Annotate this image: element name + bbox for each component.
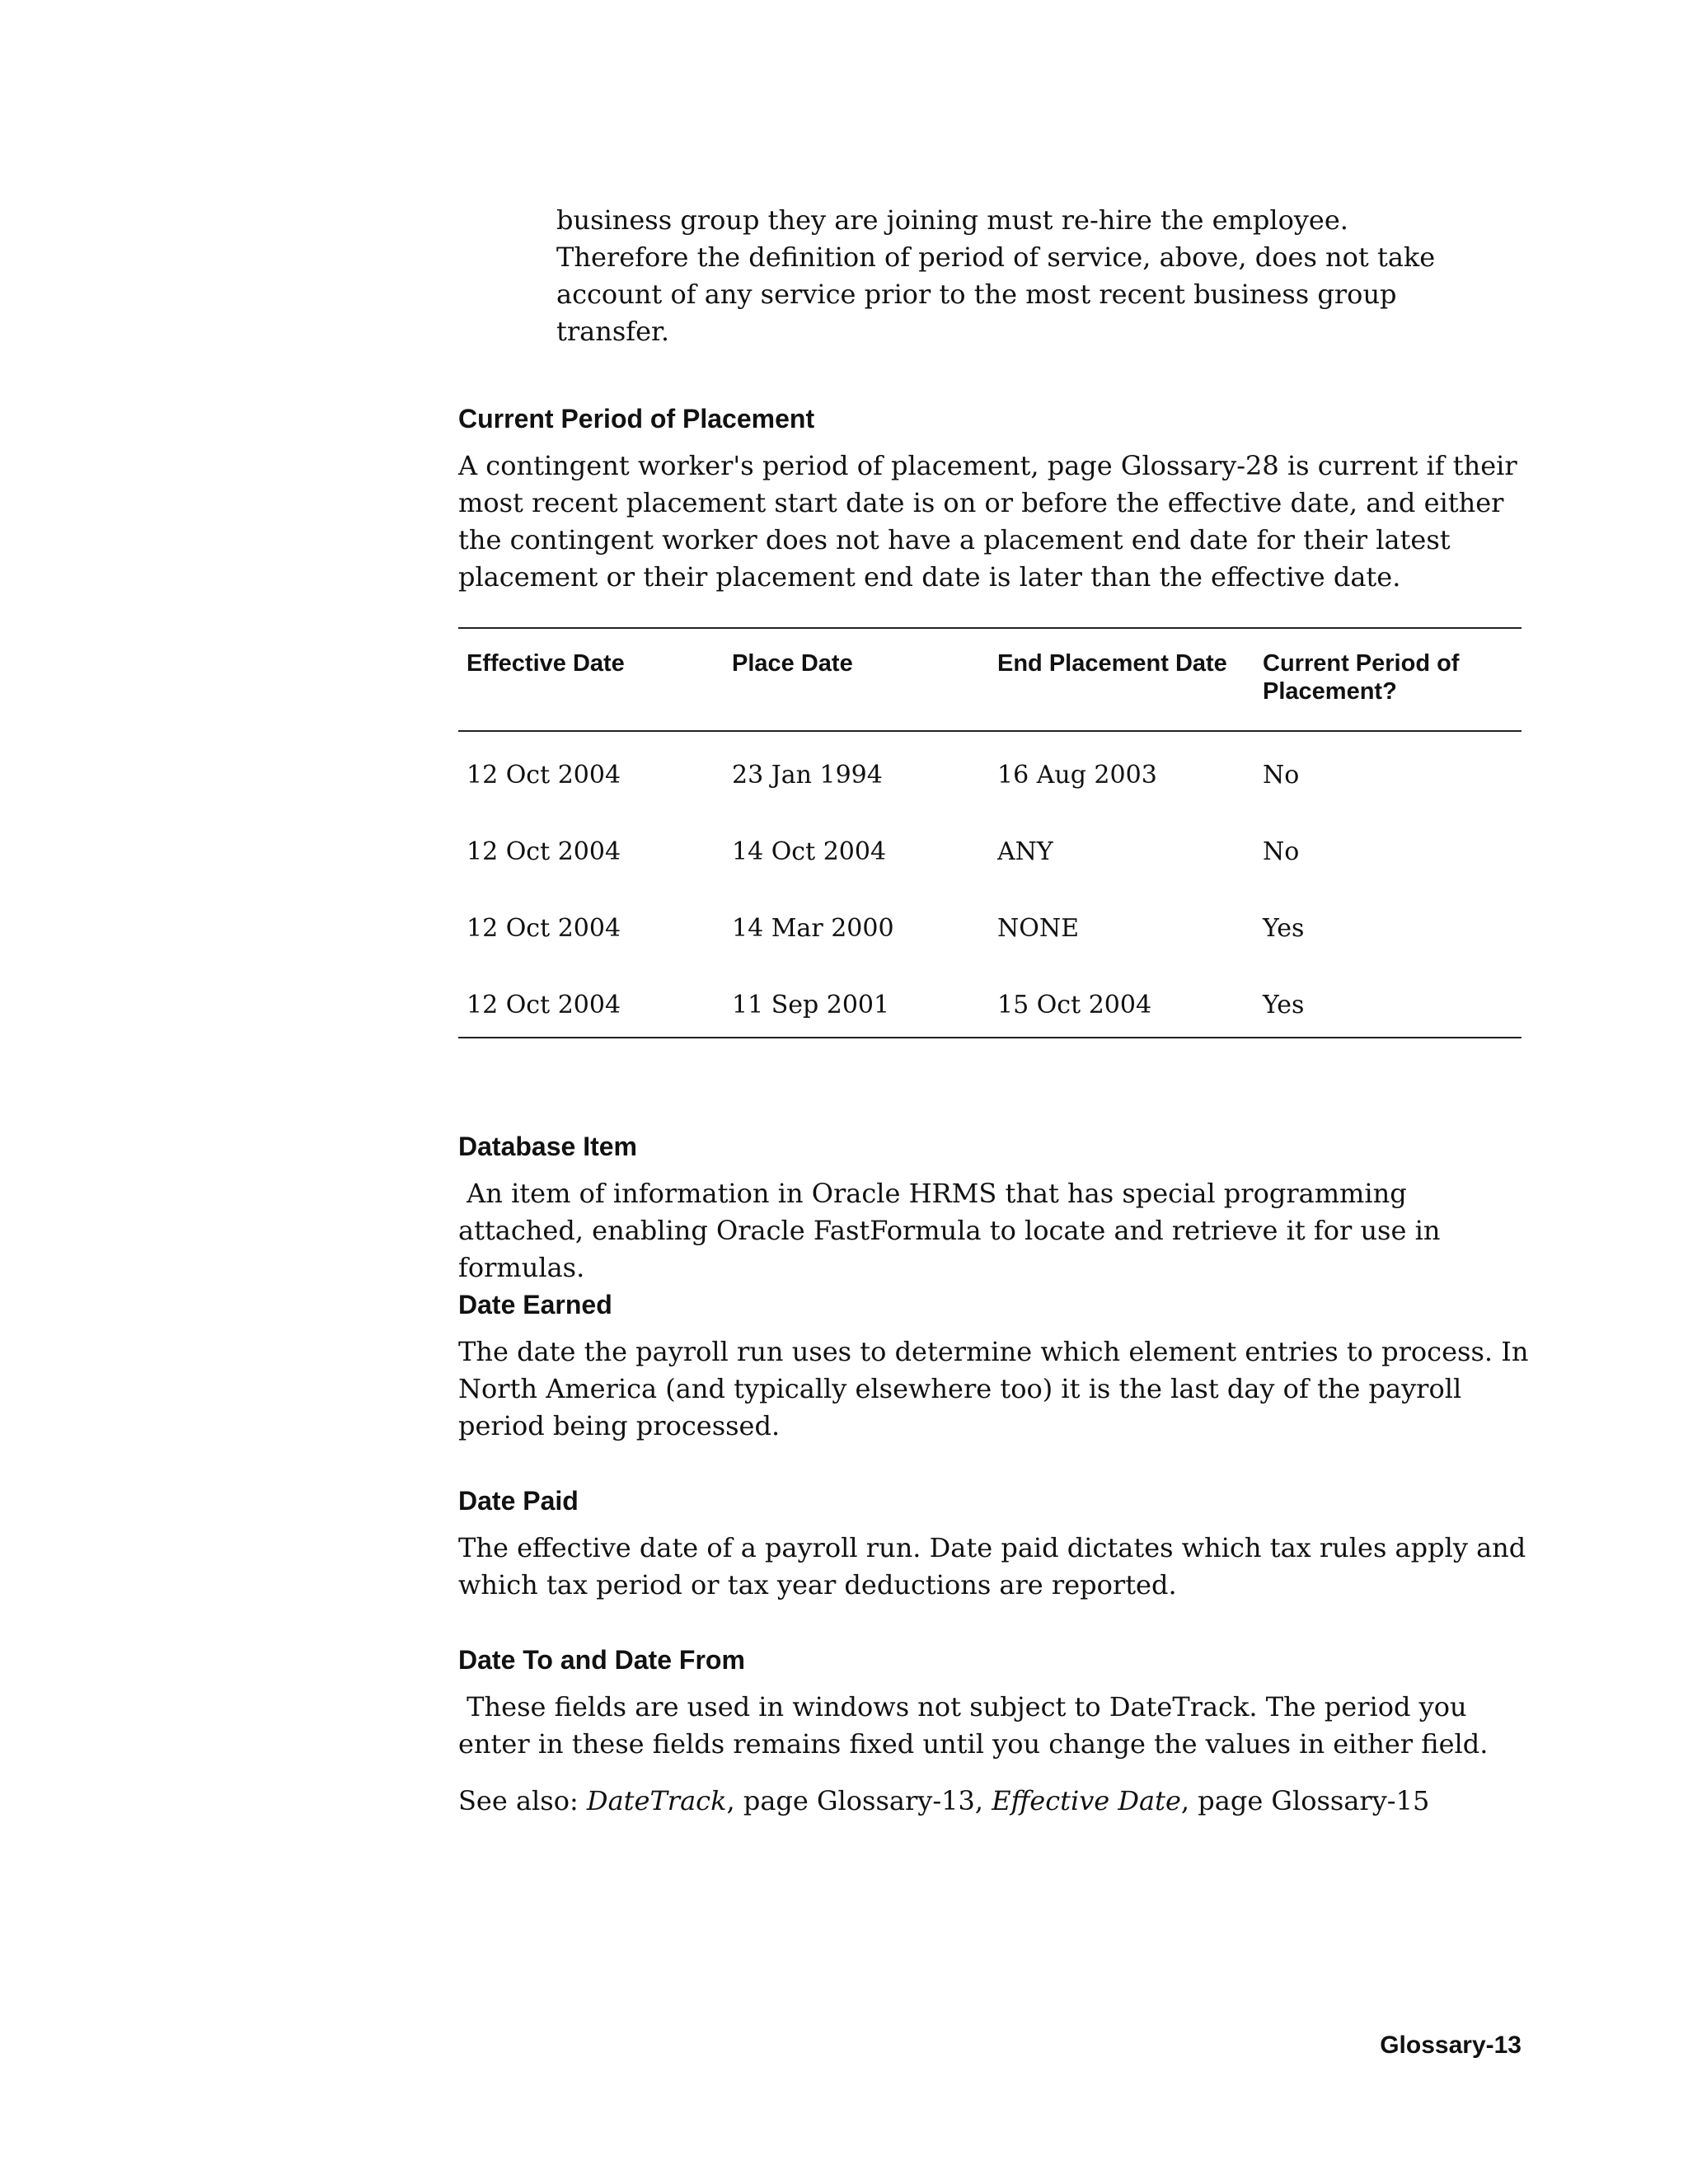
heading-database-item: Database Item <box>458 1132 637 1161</box>
table-cell: 12 Oct 2004 <box>467 837 621 866</box>
table-cell: 12 Oct 2004 <box>467 914 621 943</box>
table-top-rule <box>458 627 1522 629</box>
table-cell: ANY <box>997 837 1053 866</box>
effective-date-link[interactable]: Effective Date <box>992 1785 1181 1816</box>
heading-date-to-and-date-from: Date To and Date From <box>458 1645 745 1675</box>
date-to-from-body: These fields are used in windows not subject to DateTrack. The period you enter in these fields remains fixed until you change the values in either field. <box>458 1691 1489 1760</box>
table-cell: 12 Oct 2004 <box>467 991 621 1019</box>
table-cell: Yes <box>1263 991 1305 1019</box>
effective-date-page-ref: , page Glossary-15 <box>1180 1785 1430 1816</box>
table-header-effective-date: Effective Date <box>467 650 625 677</box>
table-header-end-placement-date: End Placement Date <box>997 650 1227 677</box>
table-cell: No <box>1263 761 1300 790</box>
datetrack-link[interactable]: DateTrack <box>586 1785 727 1816</box>
table-cell: 23 Jan 1994 <box>732 761 883 790</box>
intro-paragraph: business group they are joining must re-hire the employee. Therefore the definition of period of service, above, does not take account of any service prior to the most recent business group transfer. <box>556 204 1436 347</box>
table-cell: 14 Mar 2000 <box>732 914 894 943</box>
table-cell: 14 Oct 2004 <box>732 837 887 866</box>
table-cell: 11 Sep 2001 <box>732 991 890 1019</box>
see-also-line <box>458 1783 1530 1820</box>
table-bottom-rule <box>458 1037 1522 1038</box>
see-also-prefix: See also: <box>458 1785 587 1816</box>
date-paid-body: The effective date of a payroll run. Date paid dictates which tax rules apply and which tax period or tax year deductions are reported. <box>458 1532 1526 1601</box>
table-cell: Yes <box>1263 914 1305 943</box>
heading-date-paid: Date Paid <box>458 1486 579 1516</box>
table-header-current-period: Current Period of Placement? <box>1263 650 1460 705</box>
current-period-body: A contingent worker's period of placement, page Glossary-28 is current if their most recent placement start date is on or before the effective date, and either the contingent worker does not have a placement end date for their latest placement or their placement end date is later than the effective date. <box>458 450 1517 593</box>
table-cell: 12 Oct 2004 <box>467 761 621 790</box>
date-earned-body: The date the payroll run uses to determine which element entries to process. In North America (and typically elsewhere too) it is the last day of the payroll period being processed. <box>458 1336 1529 1441</box>
datetrack-page-ref: , page Glossary-13, <box>726 1785 992 1816</box>
table-header-place-date: Place Date <box>732 650 853 677</box>
page-number: Glossary-13 <box>1380 2032 1522 2059</box>
table-cell: 16 Aug 2003 <box>997 761 1157 790</box>
table-cell: No <box>1263 837 1300 866</box>
database-item-body: An item of information in Oracle HRMS that has special programming attached, enabling Oracle FastFormula to locate and retrieve it for use in formulas. <box>458 1178 1449 1283</box>
table-header-rule <box>458 730 1522 732</box>
table-cell: NONE <box>997 914 1079 943</box>
heading-date-earned: Date Earned <box>458 1290 612 1319</box>
table-cell: 15 Oct 2004 <box>997 991 1152 1019</box>
heading-current-period-of-placement: Current Period of Placement <box>458 404 815 434</box>
